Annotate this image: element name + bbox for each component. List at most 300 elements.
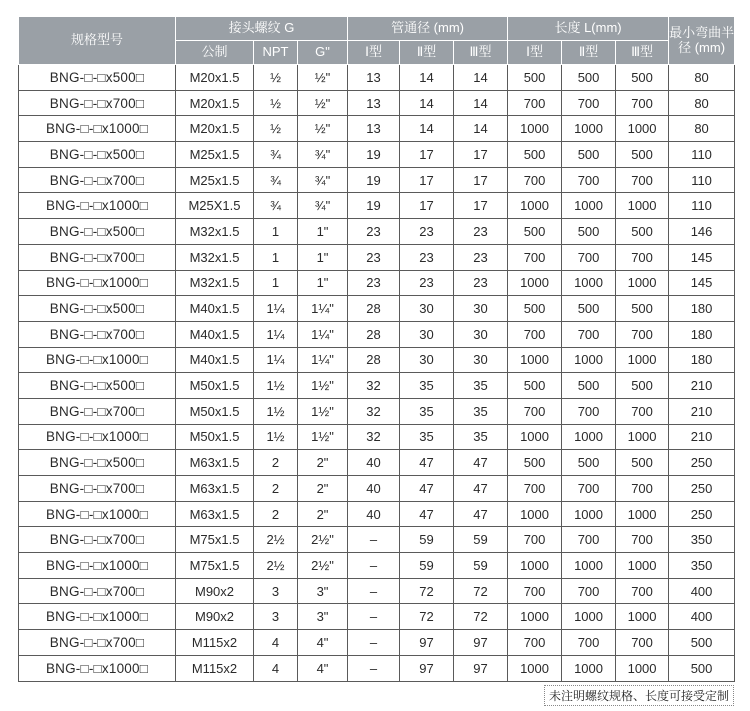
header-npt: NPT [254,41,298,65]
cell-bore-type1: – [348,553,400,579]
table-row [19,630,735,656]
cell-length-type3: 700 [616,321,669,347]
cell-thread-g: 1" [298,244,348,270]
cell-bore-type3: 59 [454,527,508,553]
cell-model: BNG-□-□x1000□ [19,424,176,450]
cell-bore-type2: 97 [400,630,454,656]
cell-thread-g: 2" [298,450,348,476]
cell-thread-metric: M50x1.5 [176,424,254,450]
table-row [19,655,735,681]
cell-bore-type2: 47 [400,450,454,476]
cell-length-type1: 700 [508,90,562,116]
cell-thread-g: ¾" [298,167,348,193]
table-row [19,553,735,579]
cell-length-type3: 500 [616,65,669,91]
cell-length-type3: 500 [616,450,669,476]
header-model: 规格型号 [19,17,176,65]
cell-bore-type2: 23 [400,219,454,245]
cell-bore-type3: 47 [454,476,508,502]
cell-model: BNG-□-□x700□ [19,321,176,347]
cell-thread-metric: M20x1.5 [176,116,254,142]
cell-bore-type3: 35 [454,373,508,399]
cell-bore-type2: 35 [400,373,454,399]
cell-thread-metric: M32x1.5 [176,244,254,270]
cell-bend-radius: 180 [669,347,735,373]
cell-length-type3: 700 [616,90,669,116]
cell-thread-g: 2½" [298,553,348,579]
cell-thread-metric: M32x1.5 [176,219,254,245]
cell-bore-type3: 72 [454,578,508,604]
cell-bore-type2: 97 [400,655,454,681]
cell-thread-npt: 4 [254,655,298,681]
cell-model: BNG-□-□x1000□ [19,553,176,579]
cell-length-type1: 1000 [508,553,562,579]
cell-length-type3: 1000 [616,270,669,296]
cell-thread-g: 3" [298,578,348,604]
cell-bore-type1: 32 [348,373,400,399]
cell-length-type2: 1000 [562,604,616,630]
cell-length-type1: 1000 [508,424,562,450]
cell-model: BNG-□-□x1000□ [19,193,176,219]
cell-length-type3: 700 [616,630,669,656]
cell-bore-type1: 40 [348,501,400,527]
cell-bore-type3: 23 [454,219,508,245]
cell-bore-type2: 23 [400,244,454,270]
cell-length-type3: 1000 [616,501,669,527]
cell-thread-metric: M32x1.5 [176,270,254,296]
cell-bore-type3: 14 [454,90,508,116]
cell-bore-type1: 13 [348,90,400,116]
cell-model: BNG-□-□x700□ [19,476,176,502]
cell-thread-metric: M25x1.5 [176,142,254,168]
cell-length-type1: 1000 [508,655,562,681]
spec-table [18,16,735,682]
cell-bore-type1: 32 [348,424,400,450]
header-bore-type2: Ⅱ型 [400,41,454,65]
cell-length-type1: 500 [508,450,562,476]
cell-length-type1: 700 [508,321,562,347]
cell-bore-type1: 23 [348,270,400,296]
cell-bend-radius: 80 [669,65,735,91]
cell-thread-npt: 2½ [254,553,298,579]
cell-bore-type1: – [348,578,400,604]
cell-model: BNG-□-□x700□ [19,630,176,656]
cell-bore-type3: 17 [454,142,508,168]
cell-model: BNG-□-□x700□ [19,398,176,424]
cell-bore-type3: 72 [454,604,508,630]
cell-bore-type3: 23 [454,244,508,270]
cell-model: BNG-□-□x500□ [19,219,176,245]
cell-model: BNG-□-□x500□ [19,296,176,322]
cell-length-type3: 1000 [616,655,669,681]
cell-length-type2: 1000 [562,424,616,450]
table-row [19,424,735,450]
cell-model: BNG-□-□x700□ [19,167,176,193]
cell-length-type2: 700 [562,578,616,604]
cell-thread-g: 1½" [298,424,348,450]
cell-thread-npt: 1½ [254,373,298,399]
table-row [19,476,735,502]
cell-thread-metric: M63x1.5 [176,476,254,502]
cell-model: BNG-□-□x700□ [19,90,176,116]
cell-model: BNG-□-□x500□ [19,450,176,476]
cell-bore-type1: 40 [348,476,400,502]
cell-thread-npt: 1½ [254,398,298,424]
cell-thread-npt: 1½ [254,424,298,450]
cell-length-type3: 700 [616,527,669,553]
spec-table-body [19,65,735,682]
cell-model: BNG-□-□x700□ [19,527,176,553]
header-bore-group: 管通径 (mm) [348,17,508,41]
cell-bore-type2: 59 [400,553,454,579]
header-length-type2: Ⅱ型 [562,41,616,65]
cell-length-type1: 1000 [508,501,562,527]
cell-bore-type2: 14 [400,65,454,91]
cell-bend-radius: 250 [669,450,735,476]
cell-length-type1: 500 [508,142,562,168]
cell-length-type2: 700 [562,244,616,270]
cell-thread-metric: M20x1.5 [176,65,254,91]
cell-bore-type3: 30 [454,321,508,347]
cell-bore-type1: 23 [348,219,400,245]
cell-length-type2: 700 [562,321,616,347]
cell-length-type1: 1000 [508,347,562,373]
cell-length-type2: 700 [562,398,616,424]
table-row [19,219,735,245]
cell-thread-g: 1" [298,219,348,245]
cell-length-type2: 1000 [562,193,616,219]
cell-length-type2: 500 [562,219,616,245]
cell-thread-metric: M40x1.5 [176,321,254,347]
table-row [19,321,735,347]
header-bore-type1: Ⅰ型 [348,41,400,65]
cell-length-type2: 1000 [562,553,616,579]
header-row-top [19,17,735,41]
cell-bend-radius: 400 [669,578,735,604]
cell-bend-radius: 80 [669,116,735,142]
cell-length-type1: 700 [508,398,562,424]
cell-bore-type1: 28 [348,321,400,347]
cell-bore-type2: 47 [400,501,454,527]
table-row [19,501,735,527]
cell-length-type2: 700 [562,167,616,193]
header-bend-radius: 最小弯曲半径 (mm) [669,17,735,65]
cell-length-type1: 500 [508,373,562,399]
header-metric: 公制 [176,41,254,65]
table-row [19,193,735,219]
cell-bore-type3: 47 [454,450,508,476]
cell-thread-g: 1¼" [298,296,348,322]
cell-bore-type1: 32 [348,398,400,424]
cell-bend-radius: 500 [669,630,735,656]
table-row [19,116,735,142]
cell-thread-npt: 1¼ [254,321,298,347]
cell-thread-metric: M75x1.5 [176,553,254,579]
cell-bend-radius: 110 [669,142,735,168]
cell-length-type1: 700 [508,527,562,553]
cell-thread-g: 2½" [298,527,348,553]
cell-thread-metric: M20x1.5 [176,90,254,116]
cell-thread-npt: ¾ [254,193,298,219]
cell-length-type3: 700 [616,244,669,270]
cell-length-type3: 500 [616,219,669,245]
cell-bore-type2: 72 [400,578,454,604]
cell-thread-g: ¾" [298,193,348,219]
cell-length-type3: 700 [616,578,669,604]
cell-bore-type2: 47 [400,476,454,502]
cell-length-type2: 1000 [562,270,616,296]
cell-length-type1: 700 [508,167,562,193]
cell-bend-radius: 110 [669,193,735,219]
cell-length-type1: 700 [508,578,562,604]
cell-bore-type3: 35 [454,424,508,450]
cell-bend-radius: 210 [669,398,735,424]
cell-bend-radius: 145 [669,270,735,296]
cell-thread-metric: M115x2 [176,655,254,681]
cell-length-type3: 700 [616,167,669,193]
cell-thread-metric: M25X1.5 [176,193,254,219]
cell-length-type3: 1000 [616,347,669,373]
header-length-group: 长度 L(mm) [508,17,669,41]
cell-length-type1: 1000 [508,193,562,219]
cell-thread-g: 4" [298,630,348,656]
cell-bend-radius: 80 [669,90,735,116]
cell-length-type2: 1000 [562,116,616,142]
cell-bore-type2: 59 [400,527,454,553]
cell-bore-type2: 30 [400,347,454,373]
customization-note: 未注明螺纹规格、长度可接受定制 [544,685,734,706]
cell-thread-metric: M90x2 [176,604,254,630]
cell-length-type2: 700 [562,90,616,116]
cell-length-type3: 1000 [616,116,669,142]
cell-thread-g: 1" [298,270,348,296]
cell-model: BNG-□-□x1000□ [19,604,176,630]
cell-thread-npt: 4 [254,630,298,656]
cell-bore-type1: 13 [348,65,400,91]
cell-length-type2: 700 [562,630,616,656]
cell-thread-metric: M50x1.5 [176,373,254,399]
cell-model: BNG-□-□x500□ [19,142,176,168]
cell-bore-type1: 13 [348,116,400,142]
table-row [19,65,735,91]
cell-bore-type2: 30 [400,296,454,322]
cell-model: BNG-□-□x500□ [19,373,176,399]
cell-model: BNG-□-□x1000□ [19,655,176,681]
cell-length-type3: 1000 [616,193,669,219]
table-row [19,142,735,168]
cell-bore-type1: 23 [348,244,400,270]
cell-length-type3: 1000 [616,424,669,450]
cell-bore-type3: 30 [454,347,508,373]
cell-length-type1: 500 [508,65,562,91]
cell-bore-type2: 72 [400,604,454,630]
cell-bore-type3: 17 [454,167,508,193]
cell-thread-g: 1¼" [298,347,348,373]
cell-thread-npt: ½ [254,65,298,91]
cell-bore-type3: 14 [454,116,508,142]
table-row [19,167,735,193]
cell-bore-type2: 35 [400,424,454,450]
cell-length-type1: 1000 [508,270,562,296]
cell-bore-type2: 17 [400,193,454,219]
cell-thread-npt: 1 [254,219,298,245]
cell-bend-radius: 210 [669,373,735,399]
cell-bend-radius: 350 [669,527,735,553]
cell-thread-metric: M63x1.5 [176,450,254,476]
cell-bore-type1: 19 [348,142,400,168]
cell-thread-g: 4" [298,655,348,681]
cell-length-type2: 500 [562,296,616,322]
cell-length-type2: 700 [562,476,616,502]
table-row [19,270,735,296]
cell-model: BNG-□-□x500□ [19,65,176,91]
cell-bore-type1: 28 [348,347,400,373]
cell-thread-metric: M50x1.5 [176,398,254,424]
cell-thread-metric: M75x1.5 [176,527,254,553]
cell-model: BNG-□-□x1000□ [19,270,176,296]
table-row [19,604,735,630]
cell-length-type2: 500 [562,65,616,91]
cell-bore-type2: 17 [400,167,454,193]
cell-thread-npt: 3 [254,578,298,604]
cell-length-type1: 1000 [508,604,562,630]
cell-thread-npt: 2 [254,476,298,502]
cell-bore-type2: 14 [400,116,454,142]
cell-bend-radius: 110 [669,167,735,193]
cell-model: BNG-□-□x700□ [19,578,176,604]
cell-model: BNG-□-□x1000□ [19,347,176,373]
cell-bend-radius: 250 [669,501,735,527]
cell-length-type1: 500 [508,219,562,245]
cell-thread-npt: 2 [254,450,298,476]
cell-thread-npt: ¾ [254,142,298,168]
header-length-type1: Ⅰ型 [508,41,562,65]
cell-thread-npt: 1¼ [254,296,298,322]
cell-bore-type1: – [348,630,400,656]
cell-bend-radius: 180 [669,296,735,322]
cell-thread-npt: ½ [254,90,298,116]
cell-thread-metric: M115x2 [176,630,254,656]
cell-bore-type3: 59 [454,553,508,579]
cell-length-type1: 700 [508,630,562,656]
cell-thread-g: ½" [298,116,348,142]
cell-thread-npt: 1 [254,244,298,270]
cell-bore-type1: – [348,527,400,553]
cell-length-type1: 500 [508,296,562,322]
cell-thread-metric: M40x1.5 [176,296,254,322]
table-row [19,398,735,424]
table-row [19,244,735,270]
cell-thread-npt: 1 [254,270,298,296]
cell-length-type2: 1000 [562,655,616,681]
cell-length-type3: 1000 [616,553,669,579]
table-row [19,90,735,116]
cell-bore-type3: 23 [454,270,508,296]
cell-thread-npt: ½ [254,116,298,142]
cell-thread-metric: M63x1.5 [176,501,254,527]
cell-bore-type1: 40 [348,450,400,476]
cell-bore-type3: 35 [454,398,508,424]
cell-length-type3: 700 [616,476,669,502]
cell-bore-type1: 19 [348,167,400,193]
cell-bore-type3: 97 [454,655,508,681]
cell-thread-npt: 2½ [254,527,298,553]
cell-thread-metric: M40x1.5 [176,347,254,373]
cell-bore-type3: 47 [454,501,508,527]
cell-model: BNG-□-□x700□ [19,244,176,270]
cell-thread-g: 3" [298,604,348,630]
cell-model: BNG-□-□x1000□ [19,116,176,142]
cell-bore-type2: 23 [400,270,454,296]
cell-length-type3: 500 [616,142,669,168]
cell-thread-g: ½" [298,90,348,116]
cell-bore-type2: 35 [400,398,454,424]
cell-bend-radius: 250 [669,476,735,502]
table-row [19,450,735,476]
cell-length-type1: 1000 [508,116,562,142]
cell-bore-type1: – [348,604,400,630]
cell-length-type3: 500 [616,296,669,322]
table-row [19,296,735,322]
cell-bend-radius: 210 [669,424,735,450]
cell-thread-g: 1¼" [298,321,348,347]
cell-length-type2: 1000 [562,501,616,527]
cell-bore-type3: 17 [454,193,508,219]
cell-length-type2: 500 [562,450,616,476]
cell-thread-metric: M90x2 [176,578,254,604]
cell-bore-type3: 97 [454,630,508,656]
cell-thread-g: 1½" [298,398,348,424]
cell-length-type2: 1000 [562,347,616,373]
cell-length-type2: 500 [562,373,616,399]
table-row [19,373,735,399]
cell-length-type2: 500 [562,142,616,168]
cell-bore-type2: 14 [400,90,454,116]
cell-thread-g: 2" [298,501,348,527]
cell-length-type1: 700 [508,476,562,502]
cell-bore-type1: – [348,655,400,681]
cell-length-type2: 700 [562,527,616,553]
header-thread-group: 接头螺纹 G [176,17,348,41]
cell-bore-type1: 28 [348,296,400,322]
cell-bend-radius: 500 [669,655,735,681]
cell-thread-g: 2" [298,476,348,502]
cell-thread-g: ½" [298,65,348,91]
header-bore-type3: Ⅲ型 [454,41,508,65]
cell-bend-radius: 350 [669,553,735,579]
cell-model: BNG-□-□x1000□ [19,501,176,527]
header-length-type3: Ⅲ型 [616,41,669,65]
cell-length-type1: 700 [508,244,562,270]
cell-thread-g: 1½" [298,373,348,399]
table-row [19,578,735,604]
table-row [19,347,735,373]
cell-bore-type2: 30 [400,321,454,347]
cell-bore-type3: 14 [454,65,508,91]
cell-thread-npt: ¾ [254,167,298,193]
cell-length-type3: 500 [616,373,669,399]
cell-thread-npt: 2 [254,501,298,527]
cell-bend-radius: 180 [669,321,735,347]
cell-length-type3: 1000 [616,604,669,630]
cell-bend-radius: 145 [669,244,735,270]
cell-bore-type2: 17 [400,142,454,168]
cell-length-type3: 700 [616,398,669,424]
cell-bend-radius: 400 [669,604,735,630]
cell-thread-metric: M25x1.5 [176,167,254,193]
table-row [19,527,735,553]
cell-bore-type1: 19 [348,193,400,219]
